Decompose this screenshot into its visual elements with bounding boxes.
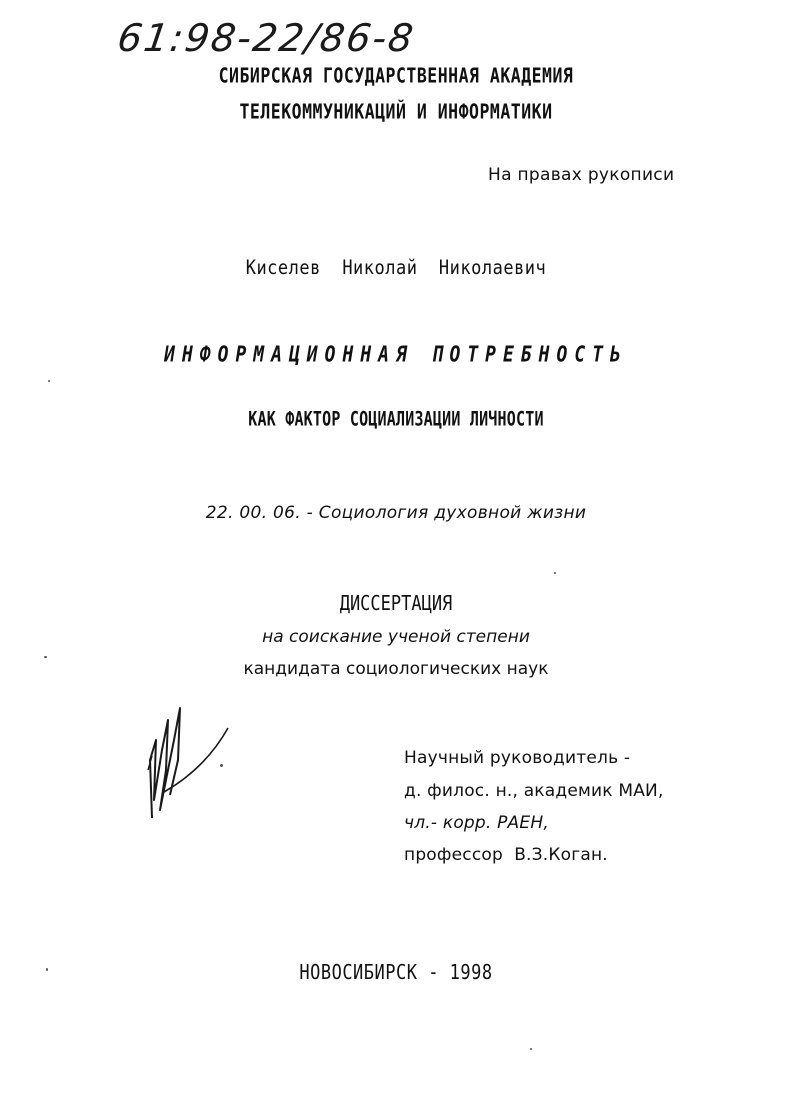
scan-speck xyxy=(530,1048,532,1050)
title-main: ИНФОРМАЦИОННАЯ ПОТРЕБНОСТЬ xyxy=(164,341,628,368)
signature-icon xyxy=(140,700,240,830)
city-year: НОВОСИБИРСК - 1998 xyxy=(299,961,493,985)
title-sub: КАК ФАКТОР СОЦИАЛИЗАЦИИ ЛИЧНОСТИ xyxy=(248,407,544,431)
specialty: 22. 00. 06. - Социология духовной жизни xyxy=(205,503,587,523)
scan-speck xyxy=(220,764,223,767)
scan-speck xyxy=(46,968,48,971)
advisor-heading: Научный руководитель - xyxy=(404,748,631,768)
scan-speck xyxy=(44,656,47,658)
advisor-name: профессор В.З.Коган. xyxy=(404,845,608,865)
manuscript-rights: На правах рукописи xyxy=(488,165,675,185)
scan-speck xyxy=(554,572,556,574)
dissertation-degree-line: на соискание ученой степени xyxy=(262,627,530,647)
advisor-membership: чл.- корр. РАЕН, xyxy=(404,813,549,833)
author-name: Киселев Николай Николаевич xyxy=(245,256,547,280)
institution-line-2: ТЕЛЕКОММУНИКАЦИЙ И ИНФОРМАТИКИ xyxy=(239,99,553,124)
advisor-degree: д. филос. н., академик МАИ, xyxy=(404,781,664,801)
dissertation-field-line: кандидата социологических наук xyxy=(243,659,549,679)
scan-speck xyxy=(48,380,50,382)
archive-code: 61:98-22/86-8 xyxy=(114,16,418,60)
dissertation-label: ДИССЕРТАЦИЯ xyxy=(339,592,453,616)
institution-line-1: СИБИРСКАЯ ГОСУДАРСТВЕННАЯ АКАДЕМИЯ xyxy=(218,63,574,88)
